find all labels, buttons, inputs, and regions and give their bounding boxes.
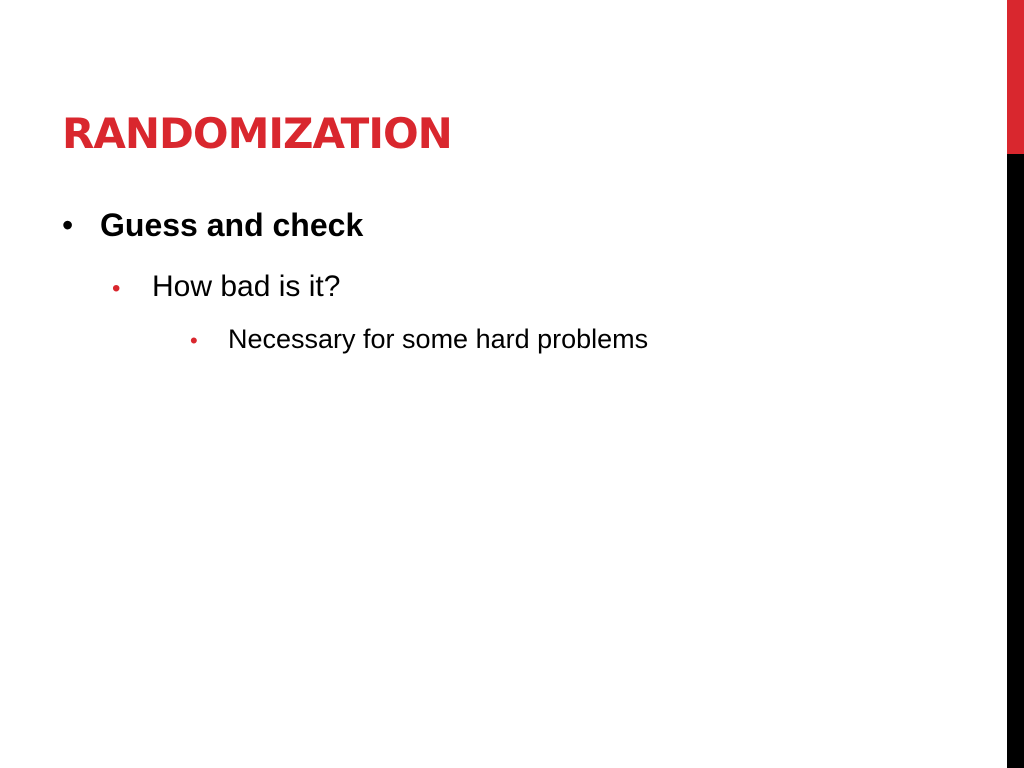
bullet-text: How bad is it?: [152, 270, 341, 303]
side-bar: [1007, 0, 1024, 768]
bullet-dot: •: [62, 207, 74, 243]
bullet-text: Necessary for some hard problems: [228, 324, 649, 354]
slide-title: RANDOMIZATION: [62, 109, 452, 158]
bullet-level-1: [62, 203, 363, 247]
side-bar-accent: [1007, 0, 1024, 154]
bullet-text: Guess and check: [100, 207, 364, 243]
bullet-level-3: [190, 320, 648, 360]
bullet-dot: •: [190, 328, 198, 353]
bullet-level-2: [112, 266, 340, 310]
bullet-dot: •: [112, 275, 121, 302]
